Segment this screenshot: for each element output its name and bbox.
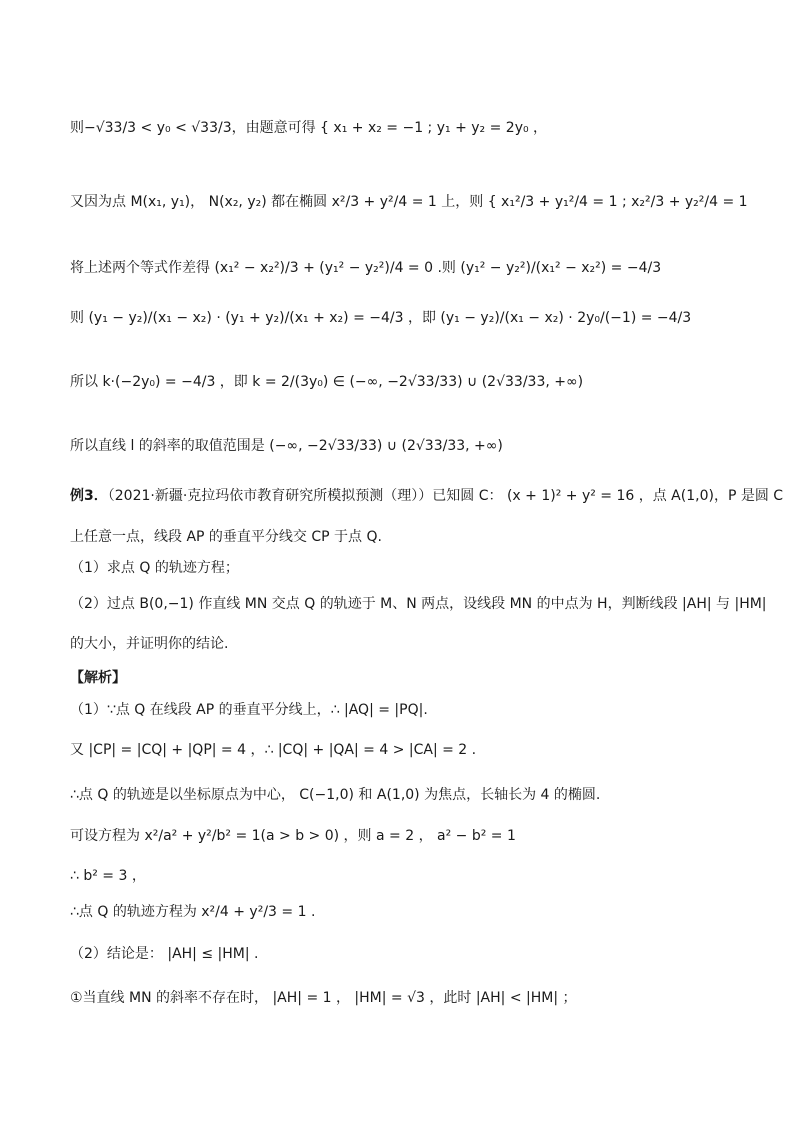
answer-1-line-6 bbox=[70, 902, 315, 922]
line-text: 又因为点 M(x₁, y₁)， N(x₂, y₂) 都在椭圆 x²/3 + y²/4 = 1 上，则 { x₁²/3 + y₁²/4 = 1 ; x₂²/3 + y₂²/4 = 1 bbox=[70, 194, 748, 210]
solution-line-2 bbox=[70, 192, 748, 212]
solution-line-1 bbox=[70, 118, 547, 138]
line-text: 则 (y₁ − y₂)/(x₁ − x₂) · (y₁ + y₂)/(x₁ + x₂) = −4/3 ，即 (y₁ − y₂)/(x₁ − x₂) · 2y₀/(−1) = −4/3 bbox=[70, 310, 692, 326]
line-text: （1）∵点 Q 在线段 AP 的垂直平分线上，∴ |AQ| = |PQ|. bbox=[70, 702, 428, 718]
solution-line-6 bbox=[70, 436, 503, 456]
line-text: 所以 k·(−2y₀) = −4/3 ，即 k = 2/(3y₀) ∈ (−∞, −2√33/33) ∪ (2√33/33, +∞) bbox=[70, 374, 584, 390]
line-text: 将上述两个等式作差得 (x₁² − x₂²)/3 + (y₁² − y₂²)/4 = 0 .则 (y₁² − y₂²)/(x₁² − x₂²) = −4/3 bbox=[70, 260, 662, 276]
line-text: 又 |CP| = |CQ| + |QP| = 4 ，∴ |CQ| + |QA| = 4 > |CA| = 2 . bbox=[70, 742, 477, 758]
example-3-statement-cont bbox=[70, 527, 382, 547]
line-text: 【解析】 bbox=[70, 670, 126, 686]
analysis-heading bbox=[70, 668, 126, 688]
answer-2-line-2 bbox=[70, 988, 577, 1008]
line-text: ①当直线 MN 的斜率不存在时， |AH| = 1 ， |HM| = √3 ，此时 |AH| < |HM| ； bbox=[70, 990, 577, 1006]
answer-1-line-4 bbox=[70, 826, 516, 846]
solution-line-4 bbox=[70, 308, 691, 328]
line-text: （2）过点 B(0,−1) 作直线 MN 交点 Q 的轨迹于 M、N 两点，设线段 MN 的中点为 H，判断线段 |AH| 与 |HM| bbox=[70, 596, 767, 612]
question-2-cont bbox=[70, 634, 228, 654]
line-text: 所以直线 l 的斜率的取值范围是 (−∞, −2√33/33) ∪ (2√33/33, +∞) bbox=[70, 438, 503, 454]
solution-line-5 bbox=[70, 372, 583, 392]
line-text: （1）求点 Q 的轨迹方程； bbox=[70, 560, 239, 576]
answer-2-line-1 bbox=[70, 944, 258, 964]
line-text: ∴ b² = 3 ， bbox=[70, 868, 146, 884]
line-text: 可设方程为 x²/a² + y²/b² = 1(a > b > 0) ，则 a = 2 ， a² − b² = 1 bbox=[70, 828, 516, 844]
line-text: （2021·新疆·克拉玛依市教育研究所模拟预测（理））已知圆 C： (x + 1)² + y² = 16 ，点 A(1,0)，P 是圆 C bbox=[107, 488, 784, 504]
answer-1-line-1 bbox=[70, 700, 428, 720]
solution-line-3 bbox=[70, 258, 661, 278]
answer-1-line-2 bbox=[70, 740, 476, 760]
example-3-statement bbox=[70, 486, 783, 506]
line-text: （2）结论是： |AH| ≤ |HM| . bbox=[70, 946, 259, 962]
line-text: 则−√33/3 < y₀ < √33/3，由题意可得 { x₁ + x₂ = −1 ; y₁ + y₂ = 2y₀ ， bbox=[70, 120, 548, 136]
question-1 bbox=[70, 558, 239, 578]
question-2 bbox=[70, 594, 767, 614]
example-label: 例3． bbox=[70, 488, 108, 504]
line-text: ∴点 Q 的轨迹是以坐标原点为中心， C(−1,0) 和 A(1,0) 为焦点，长轴长为 4 的椭圆. bbox=[70, 787, 601, 803]
answer-1-line-5 bbox=[70, 866, 146, 886]
answer-1-line-3 bbox=[70, 785, 600, 805]
line-text: ∴点 Q 的轨迹方程为 x²/4 + y²/3 = 1 . bbox=[70, 904, 316, 920]
line-text: 的大小，并证明你的结论. bbox=[70, 636, 229, 652]
line-text: 上任意一点，线段 AP 的垂直平分线交 CP 于点 Q. bbox=[70, 529, 382, 545]
